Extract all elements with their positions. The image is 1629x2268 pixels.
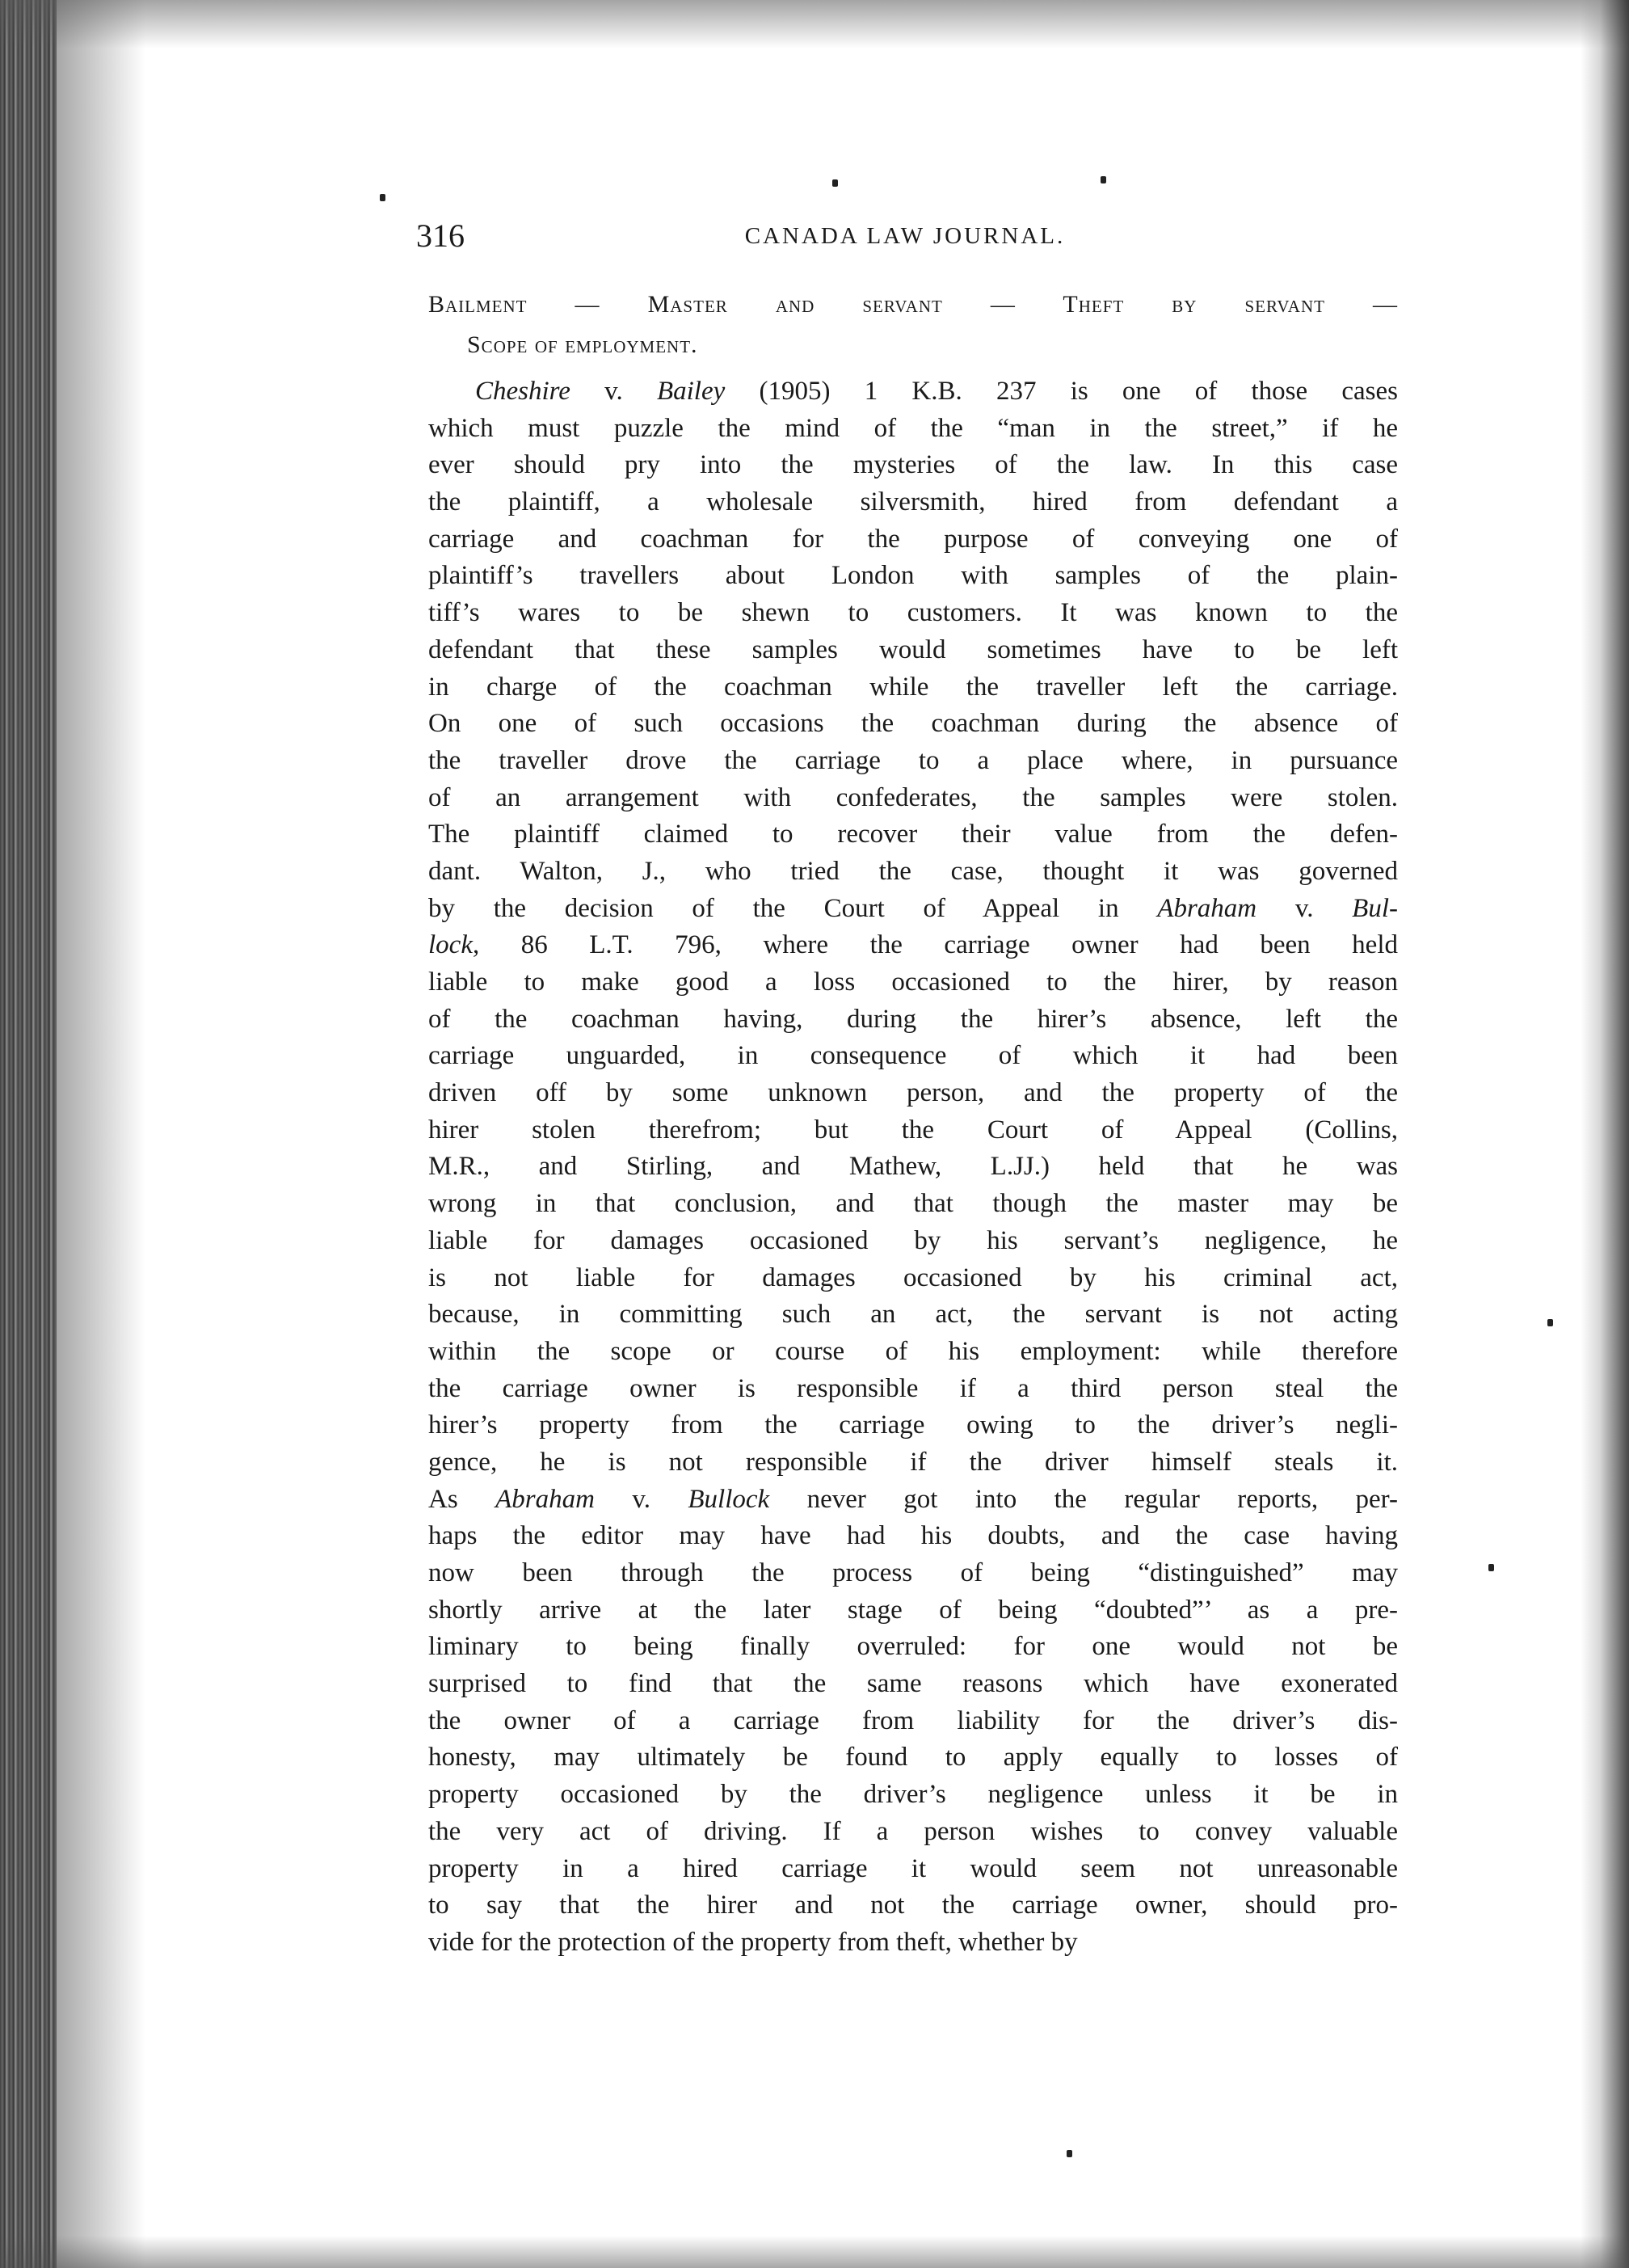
text-line: property in a hired carriage it would seem not unreasonable [428,1853,1398,1883]
text-line: tiff’s wares to be shewn to customers. It was known to the [428,598,1398,628]
scan-left-shadow [57,0,145,2268]
text-line: hirer stolen therefrom; but the Court of Appeal (Collins, [428,1115,1398,1145]
stray-mark [1067,2150,1072,2157]
text-line: driven off by some unknown person, and the property of the [428,1078,1398,1108]
text-line: the owner of a carriage from liability for the driver’s dis- [428,1705,1398,1735]
text-line: On one of such occasions the coachman during the absence of [428,709,1398,739]
text-line: Cheshire v. Bailey (1905) 1 K.B. 237 is one of those cases [475,377,1398,406]
text-line: in charge of the coachman while the traveller left the carriage. [428,672,1398,702]
text-line: liminary to being finally overruled: for one would not be [428,1632,1398,1662]
scan-left-edge [0,0,57,2268]
text-line: now been through the process of being “distinguished” may [428,1558,1398,1587]
text-line: hirer’s property from the carriage owing to the driver’s negli- [428,1410,1398,1440]
text-line: surprised to find that the same reasons which have exonerated [428,1669,1398,1699]
text-line: gence, he is not responsible if the driver himself steals it. [428,1447,1398,1477]
text-line: shortly arrive at the later stage of being “doubted”’ as a pre- [428,1595,1398,1625]
text-line: liable to make good a loss occasioned to the hirer, by reason [428,967,1398,997]
stray-mark [1547,1319,1553,1326]
text-line: carriage unguarded, in consequence of which it had been [428,1041,1398,1071]
text-line: is not liable for damages occasioned by his criminal act, [428,1263,1398,1292]
stray-mark [832,179,838,187]
body-paragraph [428,373,1398,1962]
section-heading-line: Scope of employment. [467,331,698,358]
section-heading-line: Bailment — Master and servant — Theft by servant — [428,291,1398,318]
scan-top-edge [0,0,1629,48]
text-line: the plaintiff, a wholesale silversmith, hired from defendant a [428,487,1398,517]
text-line: ever should pry into the mysteries of the law. In this case [428,450,1398,480]
section-heading [428,285,1398,365]
text-line: plaintiff’s travellers about London with samples of the plain- [428,561,1398,591]
text-line: M.R., and Stirling, and Mathew, L.JJ.) held that he was [428,1152,1398,1182]
text-line: haps the editor may have had his doubts, and the case having [428,1521,1398,1551]
running-title: CANADA LAW JOURNAL. [744,223,1066,249]
text-line: liable for damages occasioned by his servant’s negligence, he [428,1225,1398,1255]
text-line: honesty, may ultimately be found to apply equally to losses of [428,1743,1398,1773]
scan-bottom-edge [0,2236,1629,2268]
text-line: carriage and coachman for the purpose of conveying one of [428,524,1398,554]
stray-mark [380,194,385,201]
scan-right-edge [1581,0,1629,2268]
text-line: wrong in that conclusion, and that though the master may be [428,1189,1398,1219]
text-line: of an arrangement with confederates, the samples were stolen. [428,782,1398,812]
text-line: the traveller drove the carriage to a place where, in pursuance [428,745,1398,775]
text-line: lock, 86 L.T. 796, where the carriage owner had been held [428,930,1398,960]
text-line: the carriage owner is responsible if a third person steal the [428,1373,1398,1403]
text-line: property occasioned by the driver’s negligence unless it be in [428,1780,1398,1810]
text-line: within the scope or course of his employment: while therefore [428,1336,1398,1366]
text-line: defendant that these samples would sometimes have to be left [428,634,1398,664]
text-line: The plaintiff claimed to recover their value from the defen- [428,820,1398,849]
stray-mark [1488,1564,1494,1571]
stray-mark [1101,176,1106,183]
text-line: the very act of driving. If a person wishes to convey valuable [428,1816,1398,1846]
text-line: dant. Walton, J., who tried the case, thought it was governed [428,856,1398,886]
text-line: As Abraham v. Bullock never got into the regular reports, per- [428,1484,1398,1514]
text-line: to say that the hirer and not the carriage owner, should pro- [428,1891,1398,1920]
text-line: by the decision of the Court of Appeal in Abraham v. Bul- [428,893,1398,923]
page-header [416,212,1394,260]
text-line: because, in committing such an act, the servant is not acting [428,1300,1398,1330]
text-line: which must puzzle the mind of the “man in the street,” if he [428,413,1398,443]
text-line: of the coachman having, during the hirer’s absence, left the [428,1004,1398,1034]
text-line: vide for the protection of the property from theft, whether by [428,1927,1078,1957]
page-number: 316 [416,217,465,254]
